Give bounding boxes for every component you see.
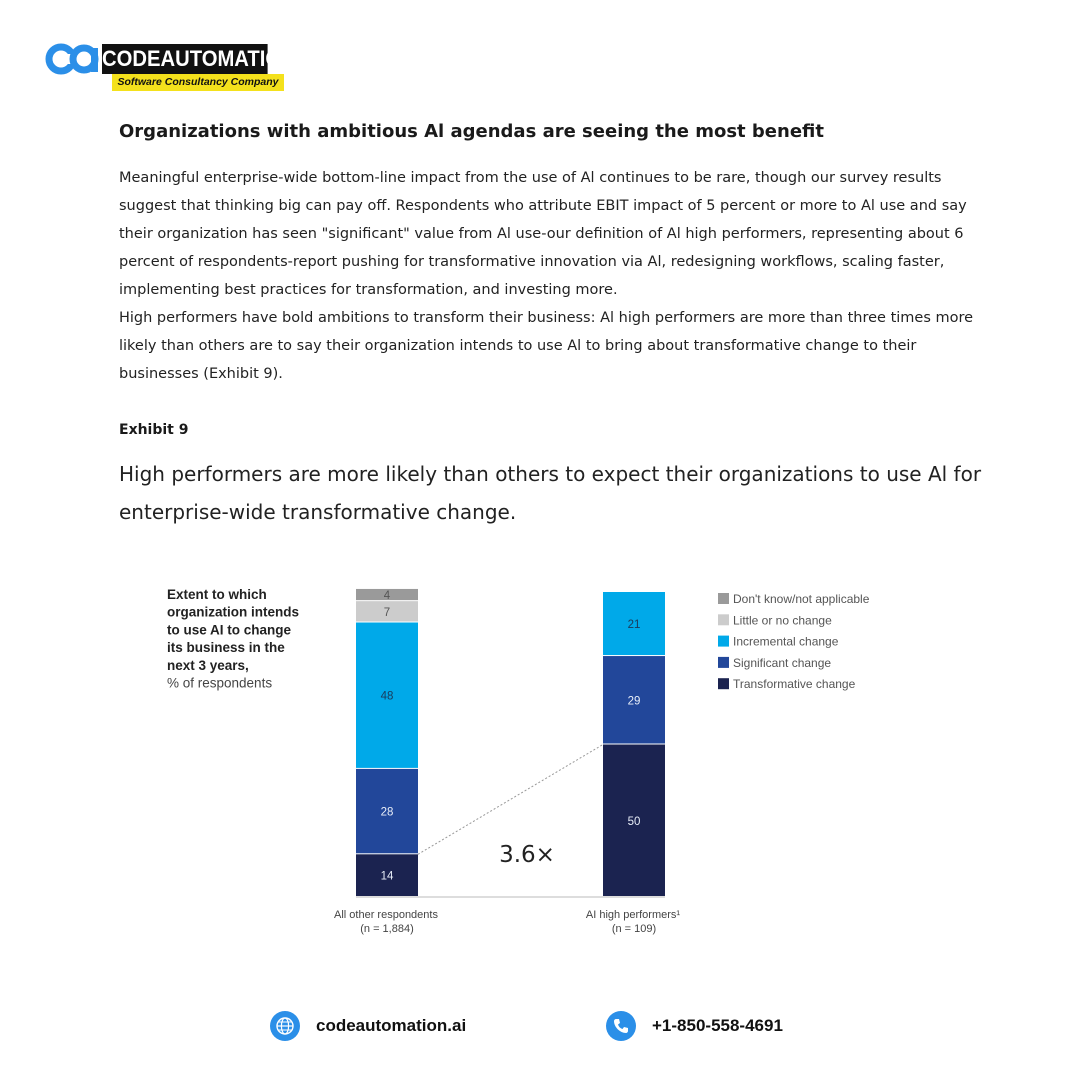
exhibit-title: High performers are more likely than others to expect their organizations to use Al for enterprise-wide transformative change. — [119, 462, 982, 524]
legend-swatch — [718, 636, 729, 647]
comparison-line — [418, 745, 603, 855]
legend-swatch — [718, 614, 729, 625]
category-label: All other respondents — [334, 909, 438, 921]
legend-swatch — [718, 657, 729, 668]
chart-title-line: organization intends — [167, 604, 300, 620]
article-heading: Organizations with ambitious Al agendas are seeing the most benefit — [119, 121, 824, 142]
chart-title-line: next 3 years, — [167, 657, 249, 673]
category-label: AI high performers¹ — [585, 909, 681, 921]
brand-tagline: Software Consultancy Company — [112, 74, 284, 91]
legend-swatch — [718, 593, 729, 604]
bar-value-label: 14 — [380, 870, 394, 883]
chart-unit-label: % of respondents — [167, 675, 273, 691]
globe-icon — [270, 1011, 300, 1041]
bar-value-label: 21 — [627, 619, 641, 632]
article-paragraph-1: Meaningful enterprise-wide bottom-line impact from the use of Al continues to be rare, though our survey results suggest that thinking big can pay off. Respondents who attribute EBIT impact of 5 percent or more to Al use and say their organization has seen "significant" value from Al use-our definition of Al high performers, representing about 6 percent of respondents-report pushing for transformative innovation via Al, redesigning workflows, scaling faster, implementing best practices for transformation, and investing more. — [119, 170, 967, 298]
legend-label: Incremental change — [733, 634, 839, 649]
brand-name: CODEAUTOMATION — [102, 44, 268, 74]
bar-value-label: 29 — [627, 695, 641, 708]
chart-title-line: Extent to which — [167, 587, 267, 602]
phone-icon — [606, 1011, 636, 1041]
bar-value-label: 50 — [627, 815, 641, 828]
website-link[interactable]: codeautomation.ai — [316, 1016, 467, 1035]
legend-label: Transformative change — [733, 677, 856, 692]
multiplier-annotation: 3.6× — [499, 842, 555, 868]
legend-label: Don't know/not applicable — [733, 592, 870, 606]
chart-title-line: to use AI to change — [167, 622, 292, 638]
article-paragraph-2: High performers have bold ambitions to transform their business: Al high performers are more than three times more likely than others are to say their organization intends to use Al to bring about transformative change to their businesses (Exhibit 9). — [119, 310, 974, 382]
logo-mark-icon — [44, 42, 100, 76]
bar-value-label: 4 — [383, 590, 391, 603]
exhibit-label: Exhibit 9 — [119, 422, 189, 438]
legend-label: Little or no change — [733, 613, 832, 628]
footer-phone[interactable] — [606, 1010, 783, 1042]
legend-label: Significant change — [733, 655, 832, 670]
legend-swatch — [718, 678, 729, 689]
category-sublabel: (n = 1,884) — [360, 923, 414, 935]
phone-number[interactable]: +1-850-558-4691 — [652, 1016, 783, 1035]
category-sublabel: (n = 109) — [611, 923, 657, 935]
bar-value-label: 7 — [383, 606, 391, 619]
bar-value-label: 28 — [380, 806, 394, 819]
footer-website[interactable] — [270, 1010, 466, 1042]
bar-value-label: 48 — [380, 690, 394, 703]
chart-title-line: its business in the — [167, 640, 285, 656]
